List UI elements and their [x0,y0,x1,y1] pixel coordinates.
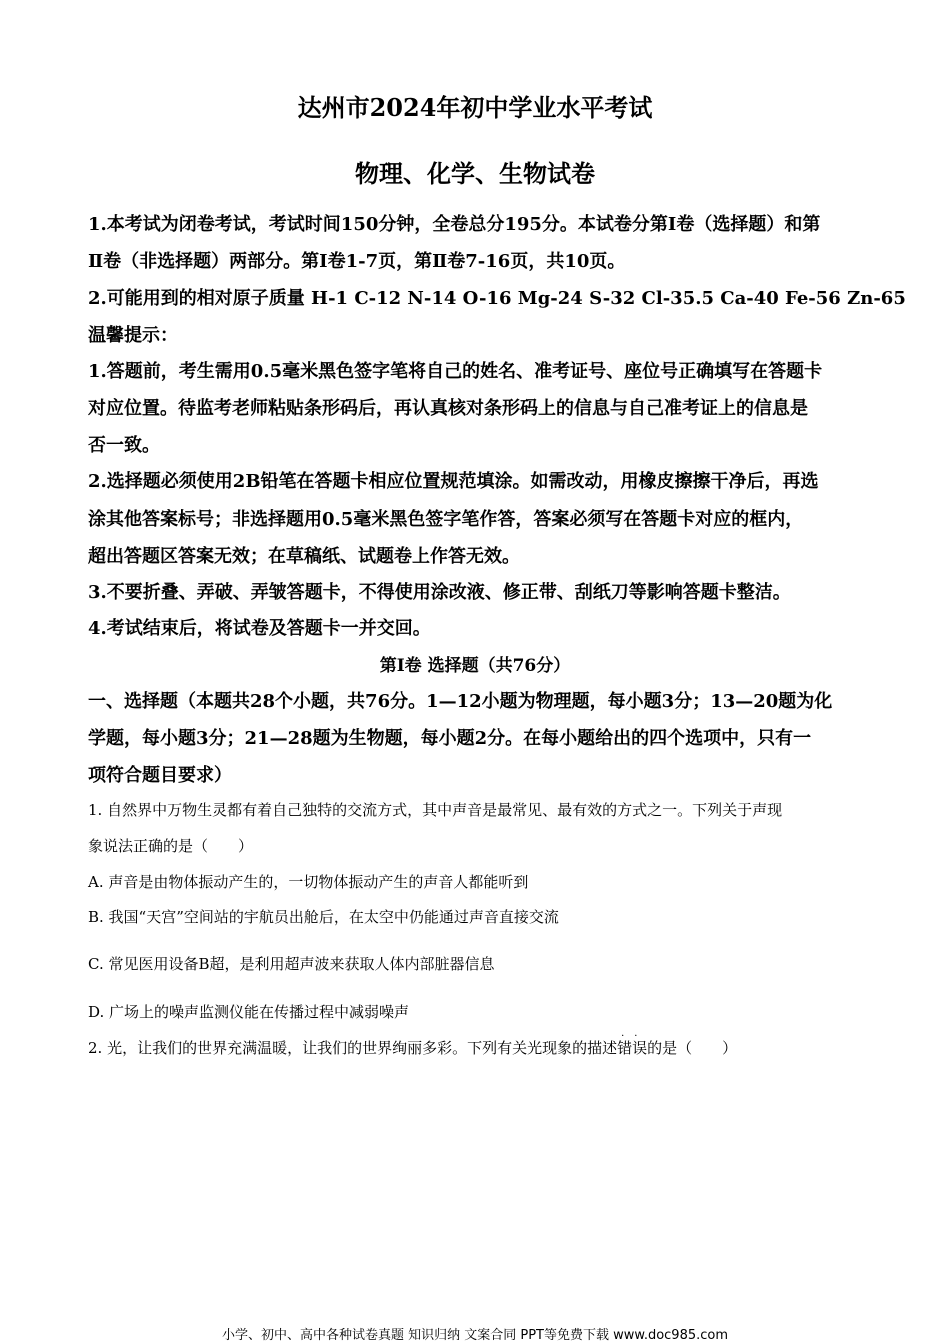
question-1-option-a: A. 声音是由物体振动产生的，一切物体振动产生的声音人都能听到 [88,873,529,891]
section-desc-c: 项符合题目要求） [88,765,232,786]
instruction-line-2: Ⅱ卷（非选择题）两部分。第Ⅰ卷1-7页，第Ⅱ卷7-16页，共10页。 [88,251,626,272]
question-1-option-b: B. 我国“天宫”空间站的宇航员出舱后，在太空中仍能通过声音直接交流 [88,908,559,926]
question-2-prefix: 2. 光，让我们的世界充满温暖，让我们的世界绚丽多彩。下列有关光现象的描述 [88,1039,618,1057]
question-1-stem-a: 1. 自然界中万物生灵都有着自己独特的交流方式，其中声音是最常见、最有效的方式之一。下列关于声现 [88,801,783,819]
tip-1-line-a: 1.答题前，考生需用0.5毫米黑色签字笔将自己的姓名、准考证号、座位号正确填写在答题卡 [88,361,823,382]
section-desc-a: 一、选择题（本题共28个小题，共76分。1—12小题为物理题，每小题3分；13—20题为化 [88,691,833,712]
tip-2-line-c: 超出答题区答案无效；在草稿纸、试题卷上作答无效。 [88,546,520,567]
question-2-emphasis: ·· 错误 [617,1031,648,1057]
question-2-stem [88,1031,878,1058]
tip-4: 4.考试结束后，将试卷及答题卡一并交回。 [88,618,431,639]
reminder-label: 温馨提示： [88,325,178,346]
page-footer: 小学、初中、高中各种试卷真题 知识归纳 文案合同 PPT等免费下载 www.doc985.com [221,1328,729,1343]
tip-2-line-b: 涂其他答案标号；非选择题用0.5毫米黑色签字笔作答，答案必须写在答题卡对应的框内， [88,509,804,530]
exam-subtitle: 物理、化学、生物试卷 [355,159,595,188]
section-desc-b: 学题，每小题3分；21—28题为生物题，每小题2分。在每小题给出的四个选项中，只有一 [88,728,812,749]
instruction-line-1: 1.本考试为闭卷考试，考试时间150分钟，全卷总分195分。本试卷分第Ⅰ卷（选择题）和第 [88,214,821,235]
question-1-option-c: C. 常见医用设备B超，是利用超声波来获取人体内部脏器信息 [88,955,495,973]
section-heading: 第Ⅰ卷 选择题（共76分） [379,656,571,676]
emphasis-dots: ·· [621,1031,648,1042]
question-1-option-d: D. 广场上的噪声监测仪能在传播过程中减弱噪声 [88,1003,410,1021]
exam-title: 达州市2024年初中学业水平考试 [297,93,653,122]
question-2-suffix: 的是（ ） [647,1039,738,1057]
tip-3: 3.不要折叠、弄破、弄皱答题卡，不得使用涂改液、修正带、刮纸刀等影响答题卡整洁。 [88,582,791,603]
tip-1-line-c: 否一致。 [88,435,160,456]
atomic-mass-line: 2.可能用到的相对原子质量 H-1 C-12 N-14 O-16 Mg-24 S-32 Cl-35.5 Ca-40 Fe-56 Zn-65 [88,288,906,309]
question-1-stem-b: 象说法正确的是（ ） [88,837,254,855]
tip-2-line-a: 2.选择题必须使用2B铅笔在答题卡相应位置规范填涂。如需改动，用橡皮擦擦干净后，再选 [88,471,819,492]
tip-1-line-b: 对应位置。待监考老师粘贴条形码后，再认真核对条形码上的信息与自己准考证上的信息是 [88,398,808,419]
